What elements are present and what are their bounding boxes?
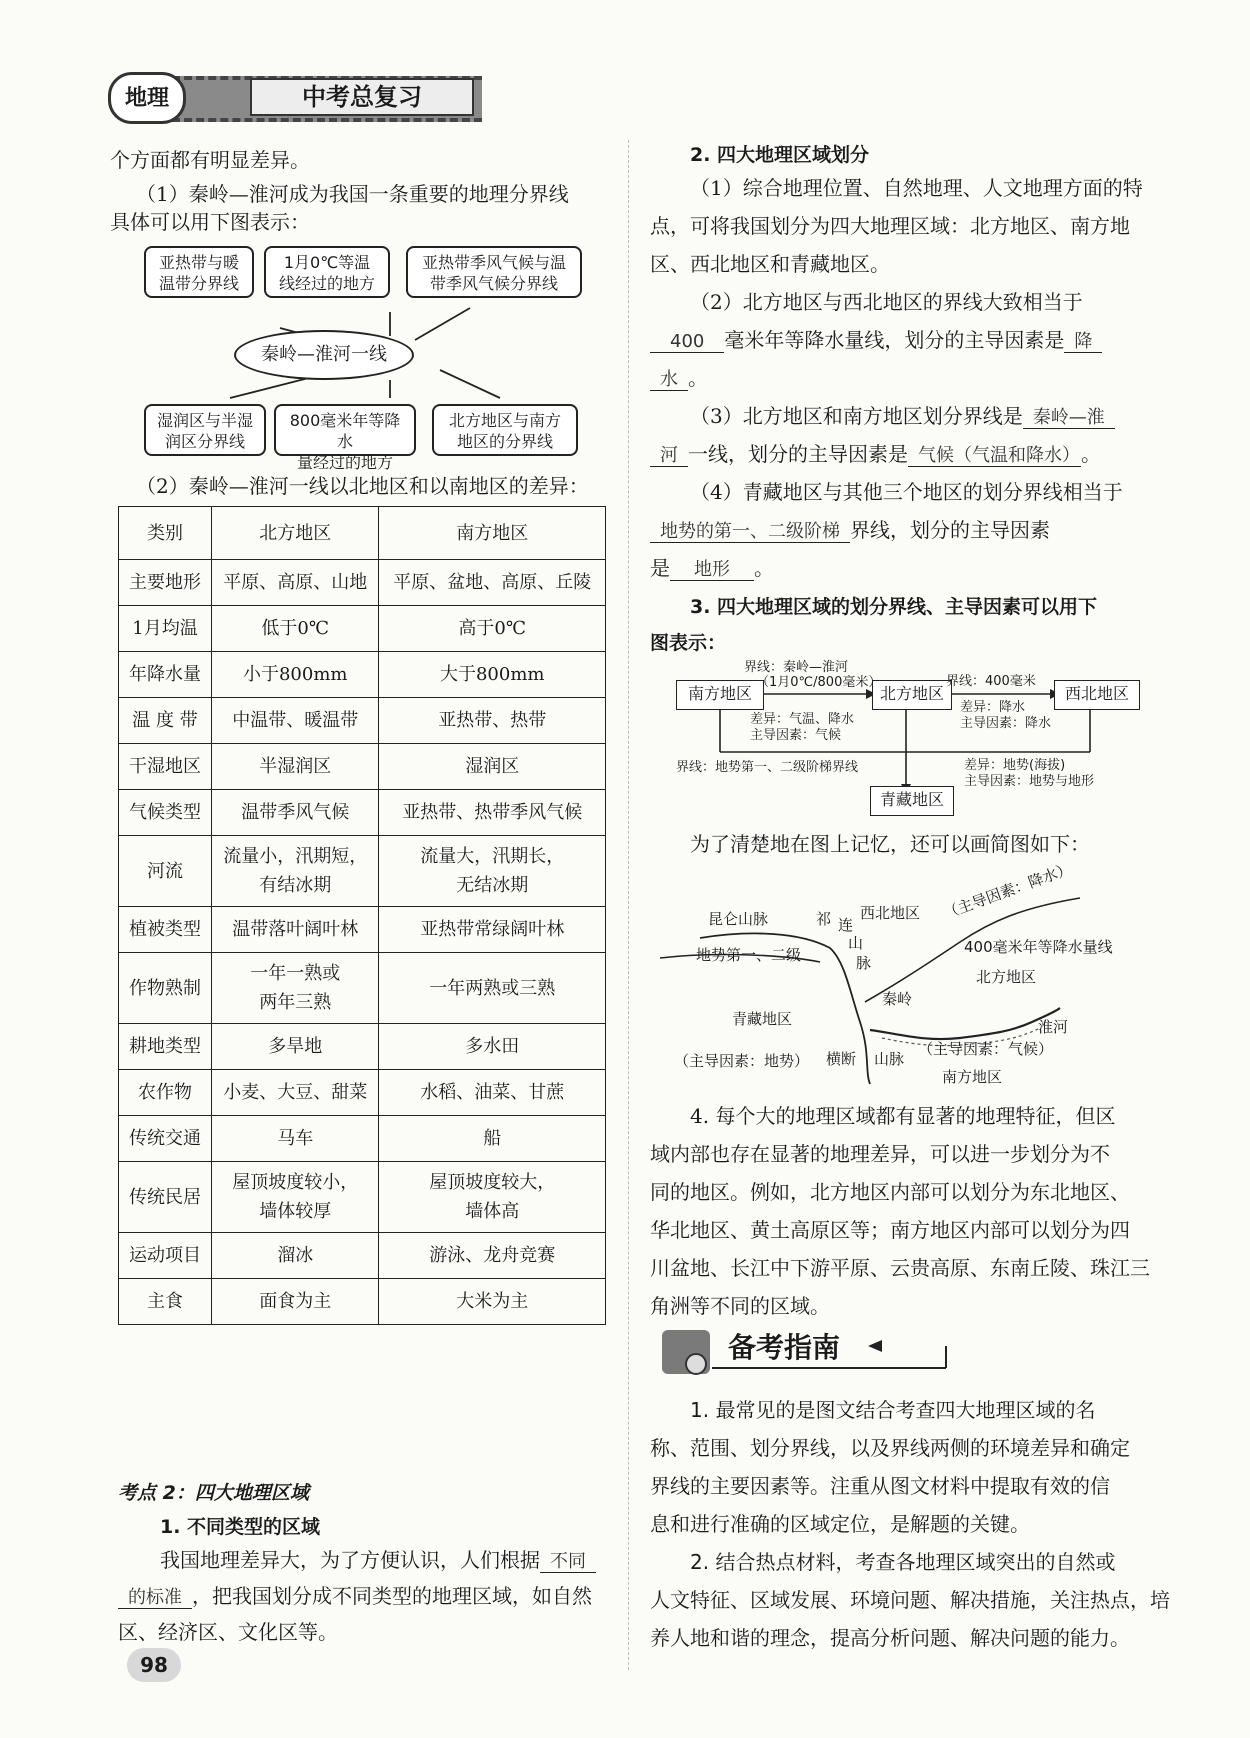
map-mai: 脉 xyxy=(856,954,872,972)
diagram-top-2: 1月0℃等温 线经过的地方 xyxy=(264,246,390,298)
s2p1c: 区、西北地区和青藏地区。 xyxy=(650,252,890,276)
sec4a: 4. 每个大的地理区域都有显著的地理特征，但区 xyxy=(690,1104,1116,1128)
kp2-title: 考点 2：四大地理区域 xyxy=(118,1482,309,1504)
map-kunlun: 昆仑山脉 xyxy=(708,910,769,928)
sub1-line1 xyxy=(160,1542,596,1580)
sub1-line3: 区、经济区、文化区等。 xyxy=(118,1620,338,1644)
flow-l1b: （1月0℃/800毫米） xyxy=(756,675,882,690)
table-category-cell: 农作物 xyxy=(119,1070,212,1116)
table-value-cell: 半湿润区 xyxy=(212,744,379,790)
table-row xyxy=(119,1279,606,1325)
sec2-title: 2. 四大地理区域划分 xyxy=(690,144,870,166)
flow-northwest: 西北地区 xyxy=(1054,680,1140,710)
diagram-top-1: 亚热带与暖 温带分界线 xyxy=(144,246,254,298)
table-value-cell: 流量大，汛期长， 无结冰期 xyxy=(379,836,606,907)
table-value-cell: 屋顶坡度较大， 墙体高 xyxy=(379,1162,606,1233)
table-category-cell: 主食 xyxy=(119,1279,212,1325)
map-lian: 连 xyxy=(838,916,854,934)
table-value-cell: 大于800mm xyxy=(379,652,606,698)
table-row xyxy=(119,652,606,698)
map-huaihe: 淮河 xyxy=(1038,1018,1069,1036)
s2p4d: 。 xyxy=(754,556,774,580)
table-value-cell: 游泳、龙舟竞赛 xyxy=(379,1233,606,1279)
map-factor-rain: （主导因素：降水） xyxy=(941,859,1075,923)
table-value-cell: 面食为主 xyxy=(212,1279,379,1325)
sub1-text-a: 我国地理差异大，为了方便认识，人们根据 xyxy=(160,1548,540,1572)
table-header-cell: 北方地区 xyxy=(212,507,379,560)
table-header-row xyxy=(119,507,606,560)
flow-l5: 界线：地势第一、二级阶梯界线 xyxy=(676,760,859,775)
g2a: 2. 结合热点材料，考查各地理区域突出的自然或 xyxy=(690,1550,1116,1574)
table-category-cell: 主要地形 xyxy=(119,560,212,606)
guide-title: 备考指南 xyxy=(728,1331,841,1364)
table-value-cell: 高于0℃ xyxy=(379,606,606,652)
table-row xyxy=(119,790,606,836)
g1d: 息和进行准确的区域定位，是解题的关键。 xyxy=(650,1512,1030,1536)
table-row xyxy=(119,907,606,953)
s2p3b: 一线，划分的主导因素是 xyxy=(688,442,908,466)
g2b: 人文特征、区域发展、环境问题、解决措施，关注热点，培 xyxy=(650,1588,1170,1612)
s2p3c: 。 xyxy=(1081,442,1101,466)
sub1-title: 1. 不同类型的区域 xyxy=(160,1516,321,1538)
table-row xyxy=(119,698,606,744)
map-shanmai: 山脉 xyxy=(874,1050,905,1068)
diagram-top-3: 亚热带季风气候与温 带季风气候分界线 xyxy=(406,246,582,298)
table-value-cell: 屋顶坡度较小， 墙体较厚 xyxy=(212,1162,379,1233)
table-row xyxy=(119,744,606,790)
table-value-cell: 多旱地 xyxy=(212,1024,379,1070)
table-row xyxy=(119,953,606,1024)
table-value-cell: 中温带、暖温带 xyxy=(212,698,379,744)
table-header-cell: 南方地区 xyxy=(379,507,606,560)
table-category-cell: 河流 xyxy=(119,836,212,907)
flow-l6a: 差异：地势(海拔) xyxy=(964,758,1066,773)
s2p2c: 。 xyxy=(688,366,708,390)
s2p3-fill2: 气候（气温和降水） xyxy=(908,445,1081,467)
table-row xyxy=(119,1070,606,1116)
table-category-cell: 作物熟制 xyxy=(119,953,212,1024)
table-value-cell: 平原、高原、山地 xyxy=(212,560,379,606)
p1b: 具体可以用下图表示： xyxy=(110,210,310,234)
map-terrain: 地势第一、二级 xyxy=(696,946,802,964)
s2p2-fill2a: 降 xyxy=(1064,331,1102,353)
g2c: 养人地和谐的理念，提高分析问题、解决问题的能力。 xyxy=(650,1626,1130,1650)
s2p4a: （4）青藏地区与其他三个地区的划分界线相当于 xyxy=(690,480,1123,504)
table-value-cell: 大米为主 xyxy=(379,1279,606,1325)
map-south: 南方地区 xyxy=(942,1068,1003,1086)
table-value-cell: 温带落叶阔叶林 xyxy=(212,907,379,953)
map-rain-line: 400毫米年等降水量线 xyxy=(964,938,1113,956)
table-value-cell: 多水田 xyxy=(379,1024,606,1070)
sub1-fill2: 的标准 xyxy=(118,1587,192,1609)
header-title: 中考总复习 xyxy=(250,78,474,116)
intro-line: 个方面都有明显差异。 xyxy=(110,148,310,172)
map-tibet: 青藏地区 xyxy=(732,1010,793,1028)
table-value-cell: 平原、盆地、高原、丘陵 xyxy=(379,560,606,606)
flow-north: 北方地区 xyxy=(872,680,952,710)
flow-l2a: 差异：气温、降水 xyxy=(750,712,855,727)
table-category-cell: 干湿地区 xyxy=(119,744,212,790)
s2p1a: （1）综合地理位置、自然地理、人文地理方面的特 xyxy=(690,176,1143,200)
table-header-cell: 类别 xyxy=(119,507,212,560)
s2p2-fill2b: 水 xyxy=(650,369,688,391)
table-value-cell: 亚热带常绿阔叶林 xyxy=(379,907,606,953)
flow-l4a: 差异：降水 xyxy=(960,700,1026,715)
sec4d: 华北地区、黄土高原区等；南方地区内部可以划分为四 xyxy=(650,1218,1130,1242)
s2p3-fill1b: 河 xyxy=(650,445,688,467)
flow-l3: 界线：400毫米 xyxy=(946,674,1036,689)
table-category-cell: 传统交通 xyxy=(119,1116,212,1162)
map-factor-terrain: （主导因素：地势） xyxy=(674,1052,810,1070)
sub1-line2 xyxy=(118,1578,592,1616)
table-value-cell: 船 xyxy=(379,1116,606,1162)
flow-south: 南方地区 xyxy=(676,680,764,710)
s2p2a: （2）北方地区与西北地区的界线大致相当于 xyxy=(690,290,1083,314)
table-row xyxy=(119,1233,606,1279)
g1a: 1. 最常见的是图文结合考查四大地理区域的名 xyxy=(690,1398,1096,1422)
table-row xyxy=(119,836,606,907)
table-value-cell: 溜冰 xyxy=(212,1233,379,1279)
table-value-cell: 低于0℃ xyxy=(212,606,379,652)
sec4f: 角洲等不同的区域。 xyxy=(650,1294,830,1318)
map-hengduan: 横断 xyxy=(826,1050,857,1068)
s2p4b: 界线，划分的主导因素 xyxy=(850,518,1050,542)
table-row xyxy=(119,560,606,606)
s2p1b: 点，可将我国划分为四大地理区域：北方地区、南方地 xyxy=(650,214,1130,238)
table-value-cell: 亚热带、热带季风气候 xyxy=(379,790,606,836)
s2p2-line xyxy=(650,322,1102,360)
s2p3-line2 xyxy=(650,436,1101,474)
flow-l1a: 界线：秦岭—淮河 xyxy=(744,660,849,675)
s2p2-fill1: 400 xyxy=(650,331,724,353)
subject-badge: 地理 xyxy=(108,72,186,124)
s2p3-line1 xyxy=(690,398,1115,436)
s2p4-line2 xyxy=(650,512,1050,550)
table-category-cell: 温 度 带 xyxy=(119,698,212,744)
s2p4-fill1: 地势的第一、二级阶梯 xyxy=(650,521,850,543)
table-category-cell: 耕地类型 xyxy=(119,1024,212,1070)
p2: （2）秦岭—淮河一线以北地区和以南地区的差异： xyxy=(136,474,589,498)
table-category-cell: 运动项目 xyxy=(119,1233,212,1279)
table-category-cell: 年降水量 xyxy=(119,652,212,698)
map-intro: 为了清楚地在图上记忆，还可以画简图如下： xyxy=(690,832,1090,856)
table-row xyxy=(119,1116,606,1162)
flow-l6b: 主导因素：地势与地形 xyxy=(964,774,1095,789)
table-value-cell: 温带季风气候 xyxy=(212,790,379,836)
p1: （1）秦岭—淮河成为我国一条重要的地理分界线 xyxy=(136,182,569,206)
diagram-bottom-1: 湿润区与半湿 润区分界线 xyxy=(144,404,266,456)
sub1-fill1: 不同 xyxy=(540,1551,596,1573)
diagram-bottom-2: 800毫米年等降水 量经过的地方 xyxy=(274,404,416,456)
diagram-center: 秦岭—淮河一线 xyxy=(234,330,414,380)
s2p4-fill2: 地形 xyxy=(670,559,754,581)
map-north: 北方地区 xyxy=(976,968,1037,986)
map-shan: 山 xyxy=(848,934,864,952)
table-category-cell: 气候类型 xyxy=(119,790,212,836)
sec4b: 域内部也存在显著的地理差异，可以进一步划分为不 xyxy=(650,1142,1110,1166)
table-value-cell: 小于800mm xyxy=(212,652,379,698)
map-qinling: 秦岭 xyxy=(882,990,913,1008)
sec3-title-b: 图表示： xyxy=(650,632,727,654)
table-value-cell: 小麦、大豆、甜菜 xyxy=(212,1070,379,1116)
s2p4-line3 xyxy=(650,550,774,588)
table-row xyxy=(119,1024,606,1070)
table-value-cell: 一年两熟或三熟 xyxy=(379,953,606,1024)
table-row xyxy=(119,606,606,652)
north-south-table xyxy=(118,506,606,1325)
s2p2-line2 xyxy=(650,360,708,398)
s2p4c: 是 xyxy=(650,556,670,580)
sec4e: 川盆地、长江中下游平原、云贵高原、东南丘陵、珠江三 xyxy=(650,1256,1150,1280)
s2p2b: 毫米年等降水量线，划分的主导因素是 xyxy=(724,328,1065,352)
table-value-cell: 马车 xyxy=(212,1116,379,1162)
map-northwest: 西北地区 xyxy=(860,904,921,922)
s2p3-fill1a: 秦岭—淮 xyxy=(1023,407,1115,429)
table-value-cell: 流量小，汛期短， 有结冰期 xyxy=(212,836,379,907)
flow-tibet: 青藏地区 xyxy=(870,786,954,816)
flow-l2b: 主导因素：气候 xyxy=(750,728,842,743)
table-value-cell: 亚热带、热带 xyxy=(379,698,606,744)
map-factor-climate: （主导因素：气候） xyxy=(918,1040,1054,1058)
table-value-cell: 一年一熟或 两年三熟 xyxy=(212,953,379,1024)
s2p3a: （3）北方地区和南方地区划分界线是 xyxy=(690,404,1023,428)
sub1-text-b: ，把我国划分成不同类型的地理区域，如自然 xyxy=(192,1584,592,1608)
table-category-cell: 传统民居 xyxy=(119,1162,212,1233)
sec3-title-a: 3. 四大地理区域的划分界线、主导因素可以用下 xyxy=(690,596,1098,618)
g1b: 称、范围、划分界线，以及界线两侧的环境差异和确定 xyxy=(650,1436,1130,1460)
diagram-bottom-3: 北方地区与南方 地区的分界线 xyxy=(432,404,578,456)
page-number: 98 xyxy=(127,1648,181,1682)
map-qi: 祁 xyxy=(816,910,832,928)
column-divider xyxy=(628,140,629,1670)
table-value-cell: 水稻、油菜、甘蔗 xyxy=(379,1070,606,1116)
table-category-cell: 1月均温 xyxy=(119,606,212,652)
flow-l4b: 主导因素：降水 xyxy=(960,716,1052,731)
table-row xyxy=(119,1162,606,1233)
table-category-cell: 植被类型 xyxy=(119,907,212,953)
sec4c: 同的地区。例如，北方地区内部可以划分为东北地区、 xyxy=(650,1180,1130,1204)
g1c: 界线的主要因素等。注重从图文材料中提取有效的信 xyxy=(650,1474,1110,1498)
table-value-cell: 湿润区 xyxy=(379,744,606,790)
